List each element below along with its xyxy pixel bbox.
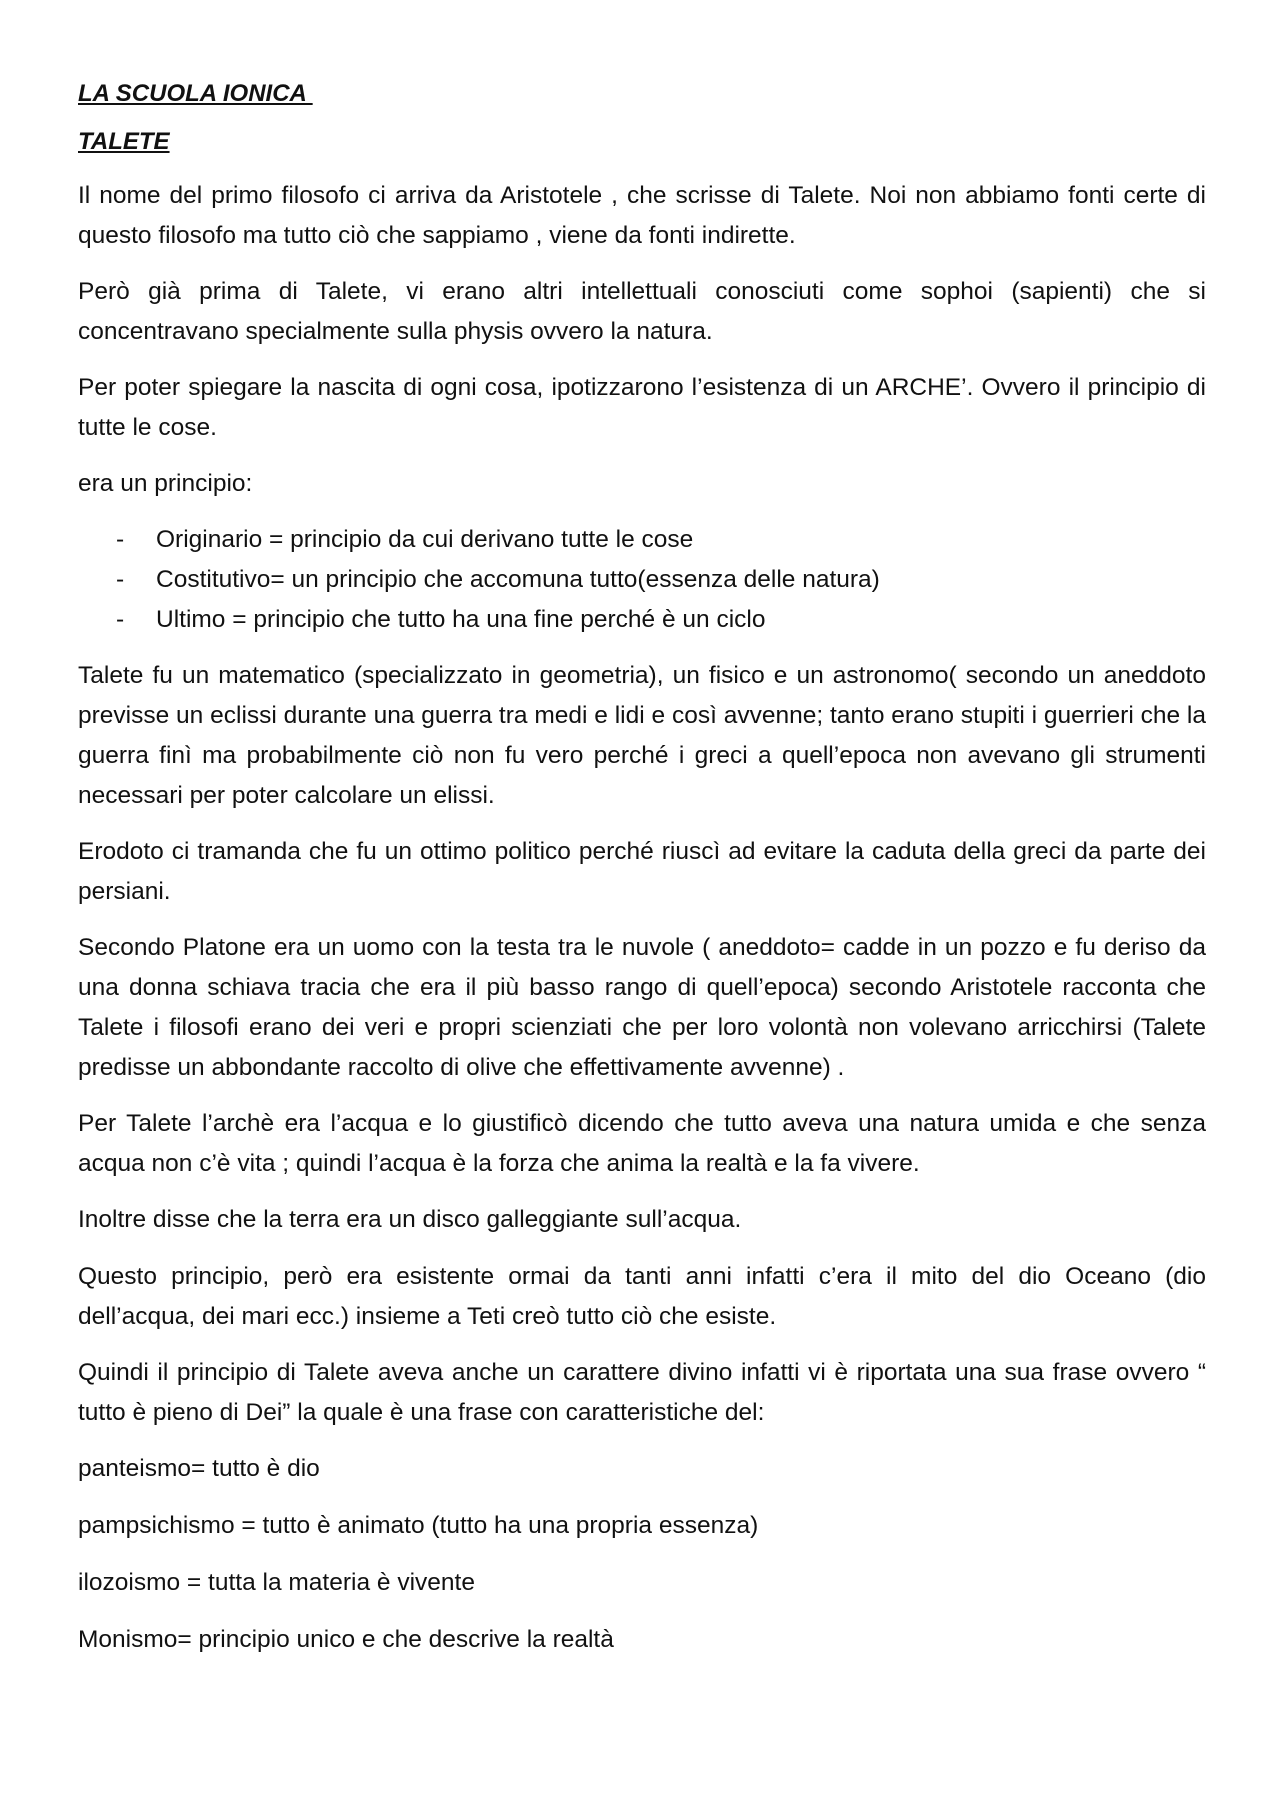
list-item <box>78 600 1206 640</box>
bullet-dash: - <box>116 606 125 633</box>
list-item-text: Costitutivo= un principio che accomuna tutto(essenza delle natura) <box>156 566 880 593</box>
subsection-title: TALETE <box>78 128 170 155</box>
list-item-text: Originario = principio da cui derivano tutte le cose <box>156 526 694 553</box>
paragraph-body-3: Secondo Platone era un uomo con la testa tra le nuvole ( aneddoto= cadde in un pozzo e fu deriso da una donna schiava tracia che era il più basso rango di quell’epoca) secondo Aristotele racconta che Talete i filosofi erano dei veri e propri scienziati che per loro volontà non volevano arricchirsi (Talete predisse un abbondante raccolto di olive che effettivamente avvenne) . <box>78 934 1206 1081</box>
paragraph-intro-3: Per poter spiegare la nascita di ogni cosa, ipotizzarono l’esistenza di un ARCHE’. Ovvero il principio di tutte le cose. <box>78 374 1206 441</box>
paragraph-body-6: Questo principio, però era esistente ormai da tanti anni infatti c’era il mito del dio Oceano (dio dell’acqua, dei mari ecc.) insieme a Teti creò tutto ciò che esiste. <box>78 1263 1206 1330</box>
list-item <box>78 560 1206 600</box>
list-item-text: Ultimo = principio che tutto ha una fine perché è un ciclo <box>156 606 766 633</box>
paragraph-intro-4: era un principio: <box>78 470 253 497</box>
list-item <box>78 520 1206 560</box>
paragraph-body-1: Talete fu un matematico (specializzato in geometria), un fisico e un astronomo( secondo un aneddoto previsse un eclissi durante una guerra tra medi e lidi e così avvenne; tanto erano stupiti i guerrieri che la guerra finì ma probabilmente ciò non fu vero perché i greci a quell’epoca non avevano gli strumenti necessari per poter calcolare un elissi. <box>78 662 1206 809</box>
definition-pampsichismo: pampsichismo = tutto è animato (tutto ha una propria essenza) <box>78 1512 759 1539</box>
section-title: LA SCUOLA IONICA <box>78 80 313 107</box>
bullet-dash: - <box>116 566 125 593</box>
document-page <box>78 78 1206 1677</box>
principle-list <box>78 520 1206 640</box>
paragraph-body-7: Quindi il principio di Talete aveva anche un carattere divino infatti vi è riportata una sua frase ovvero “ tutto è pieno di Dei” la quale è una frase con caratteristiche del: <box>78 1359 1206 1426</box>
paragraph-body-2: Erodoto ci tramanda che fu un ottimo politico perché riuscì ad evitare la caduta della greci da parte dei persiani. <box>78 838 1206 905</box>
definition-panteismo: panteismo= tutto è dio <box>78 1455 320 1482</box>
definition-ilozoismo: ilozoismo = tutta la materia è vivente <box>78 1569 475 1596</box>
paragraph-intro-1: Il nome del primo filosofo ci arriva da Aristotele , che scrisse di Talete. Noi non abbiamo fonti certe di questo filosofo ma tutto ciò che sappiamo , viene da fonti indirette. <box>78 182 1206 249</box>
paragraph-intro-2: Però già prima di Talete, vi erano altri intellettuali conosciuti come sophoi (sapienti) che si concentravano specialmente sulla physis ovvero la natura. <box>78 278 1206 345</box>
bullet-dash: - <box>116 526 125 553</box>
paragraph-body-5: Inoltre disse che la terra era un disco galleggiante sull’acqua. <box>78 1206 742 1233</box>
definition-monismo: Monismo= principio unico e che descrive la realtà <box>78 1626 614 1653</box>
paragraph-body-4: Per Talete l’archè era l’acqua e lo giustificò dicendo che tutto aveva una natura umida e che senza acqua non c’è vita ; quindi l’acqua è la forza che anima la realtà e la fa vivere. <box>78 1110 1206 1177</box>
